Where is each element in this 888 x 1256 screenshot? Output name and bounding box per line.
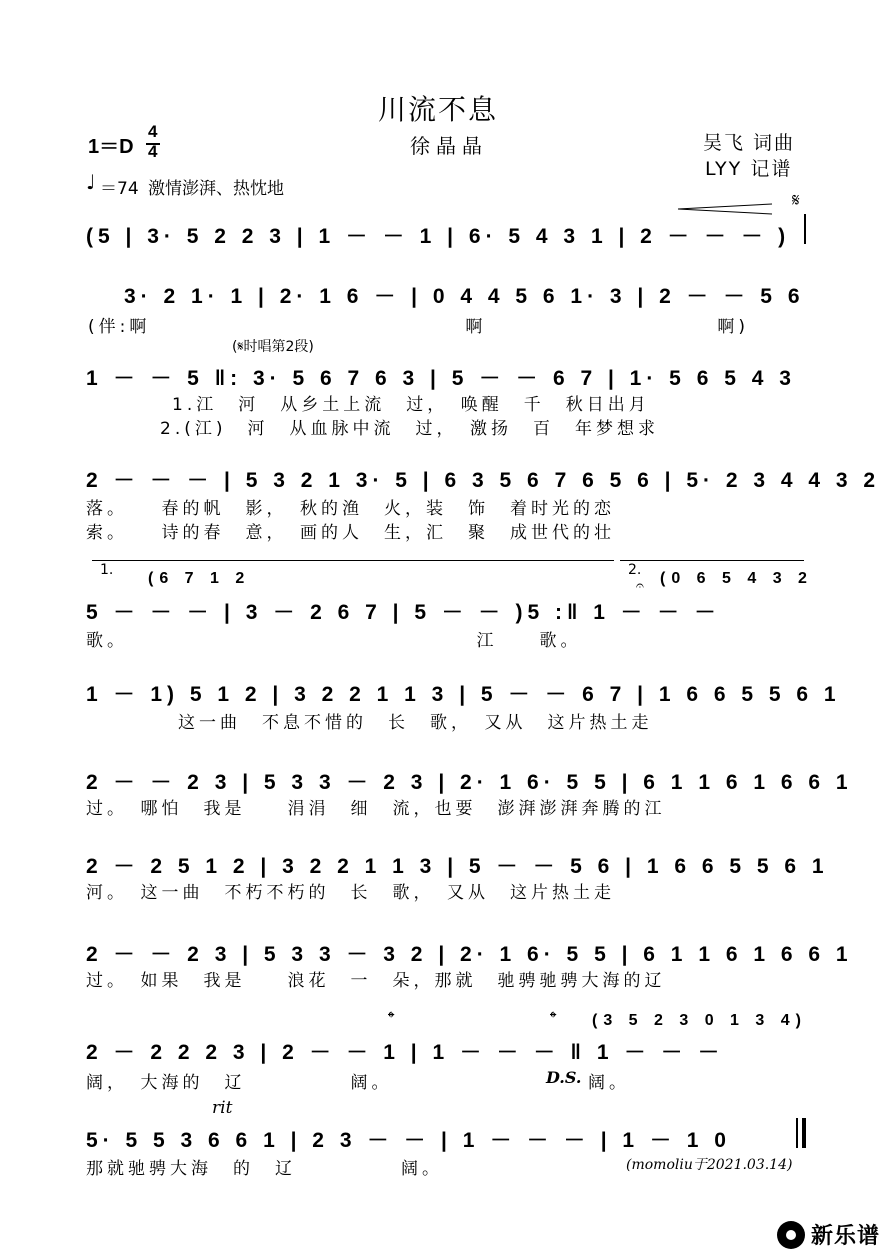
score-row-7-lyrics: 过。 哪怕 我是 涓涓 细 流，也要 澎湃澎湃奔腾的江 <box>86 799 666 819</box>
score-row-5-accompaniment-right: (0 6 5 4 3 2 <box>660 570 813 587</box>
barline <box>804 214 806 244</box>
score-row-9-notes: 2 － － 2 3 | 5 3 3 － 3 2 | 2· 1 6· 5 5 | 6 1 1 6 1 6 6 1 <box>86 943 853 966</box>
score-row-8-notes: 2 － 2 5 1 2 | 3 2 2 1 1 3 | 5 － － 5 6 | 1 6 6 5 5 6 1 <box>86 855 829 878</box>
score-row-5-accompaniment-left: (6 7 1 2 <box>148 570 251 587</box>
time-signature-bottom: 4 <box>148 142 158 161</box>
score-row-2-lyrics: (伴:啊 啊 啊) <box>88 317 749 337</box>
final-barline <box>802 1118 806 1148</box>
tempo-value: ＝74 <box>100 179 139 199</box>
site-logo-text: 新乐谱 <box>810 1224 880 1249</box>
final-barline-thin <box>796 1118 798 1148</box>
score-row-4-notes: 2 － － － | 5 3 2 1 3· 5 | 6 3 5 6 7 6 5 6 | 5· 2 3 4 4 3 2 <box>86 469 881 492</box>
score-row-8-lyrics: 河。 这一曲 不朽不朽的 长 歌， 又从 这片热土走 <box>86 883 615 903</box>
score-row-4-lyrics-verse-1: 落。 春的帆 影， 秋的渔 火，装 饰 着时光的恋 <box>86 499 615 519</box>
score-row-5-lyrics: 歌。 江 歌。 <box>86 631 582 651</box>
score-row-10-lyrics: 阔， 大海的 辽 阔。 <box>86 1073 393 1093</box>
coda-icon-second: 𝄌 <box>550 1008 557 1029</box>
ritardando-marking: rit <box>212 1098 233 1118</box>
volta-1-label: 1. <box>100 562 114 578</box>
site-logo <box>777 1219 880 1250</box>
score-row-10-accompaniment: (3 5 2 3 0 1 3 4) <box>592 1012 807 1029</box>
score-row-11-lyrics: 那就驰骋大海 的 辽 阔。 <box>86 1159 443 1179</box>
key-signature: 1＝D <box>88 136 134 158</box>
score-row-4-lyrics-verse-2: 索。 诗的春 意， 画的人 生，汇 聚 成世代的壮 <box>86 523 615 543</box>
coda-icon: 𝄌 <box>388 1008 395 1029</box>
score-row-7-notes: 2 － － 2 3 | 5 3 3 － 2 3 | 2· 1 6· 5 5 | 6 1 1 6 1 6 6 1 <box>86 771 853 794</box>
score-row-3-lyrics-verse-1: 1.江 河 从乡土上流 过， 唤醒 千 秋日出月 <box>172 395 650 415</box>
score-row-10-notes: 2 － 2 2 2 3 | 2 － － 1 | 1 － － － ‖ 1 － － － <box>86 1041 725 1064</box>
score-row-9-lyrics: 过。 如果 我是 浪花 一 朵，那就 驰骋驰骋大海的辽 <box>86 971 666 991</box>
score-row-1-notes: (5 | 3· 5 2 2 3 | 1 － － 1 | 6· 5 4 3 1 | 2 － － － ) <box>86 225 791 248</box>
song-title: 川流不息 <box>378 93 499 126</box>
tempo-marking: 激情澎湃、热忱地 <box>148 179 284 199</box>
volta-2-bracket <box>620 560 804 561</box>
score-row-11-notes: 5· 5 5 3 6 6 1 | 2 3 － － | 1 － － － | 1 － 1 0 <box>86 1129 731 1152</box>
quarter-note-icon: ♩ <box>86 170 96 194</box>
lyricist-composer: 吴飞 词曲 <box>703 132 796 154</box>
segno-performance-note: (𝄋时唱第2段) <box>232 339 314 355</box>
volta-2-label: 2. <box>628 562 642 578</box>
volta-1-bracket <box>92 560 614 561</box>
time-signature-top: 4 <box>148 122 158 141</box>
score-row-3-notes: 1 － － 5 ‖: 3· 5 6 7 6 3 | 5 － － 6 7 | 1· 5 6 5 4 3 <box>86 367 796 390</box>
score-row-10-lyrics-after-ds: 阔。 <box>588 1073 630 1093</box>
score-row-5-notes: 5 － － － | 3 － 2 6 7 | 5 － － )5 :‖ 1 － － － <box>86 601 721 624</box>
score-row-3-lyrics-verse-2: 2.(江) 河 从血脉中流 过， 激扬 百 年梦想求 <box>160 419 659 439</box>
transcription-credit: (momoliu于2021.03.14) <box>626 1157 793 1173</box>
fermata-icon: 𝄐 <box>636 578 644 594</box>
singer-name: 徐晶晶 <box>410 134 488 158</box>
score-row-6-lyrics: 这一曲 不息不惜的 长 歌， 又从 这片热土走 <box>178 713 653 733</box>
transcriber: LYY 记谱 <box>705 158 793 180</box>
score-row-2-notes: 3· 2 1· 1 | 2· 1 6 － | 0 4 4 5 6 1· 3 | 2 － － 5 6 <box>124 285 805 308</box>
crescendo-icon <box>676 202 776 216</box>
vinyl-disc-icon <box>777 1221 805 1249</box>
dal-segno-marking: D.S. <box>546 1068 582 1087</box>
segno-icon: 𝄋 <box>792 190 800 211</box>
score-row-6-notes: 1 － 1) 5 1 2 | 3 2 2 1 1 3 | 5 － － 6 7 | 1 6 6 5 5 6 1 <box>86 683 841 706</box>
